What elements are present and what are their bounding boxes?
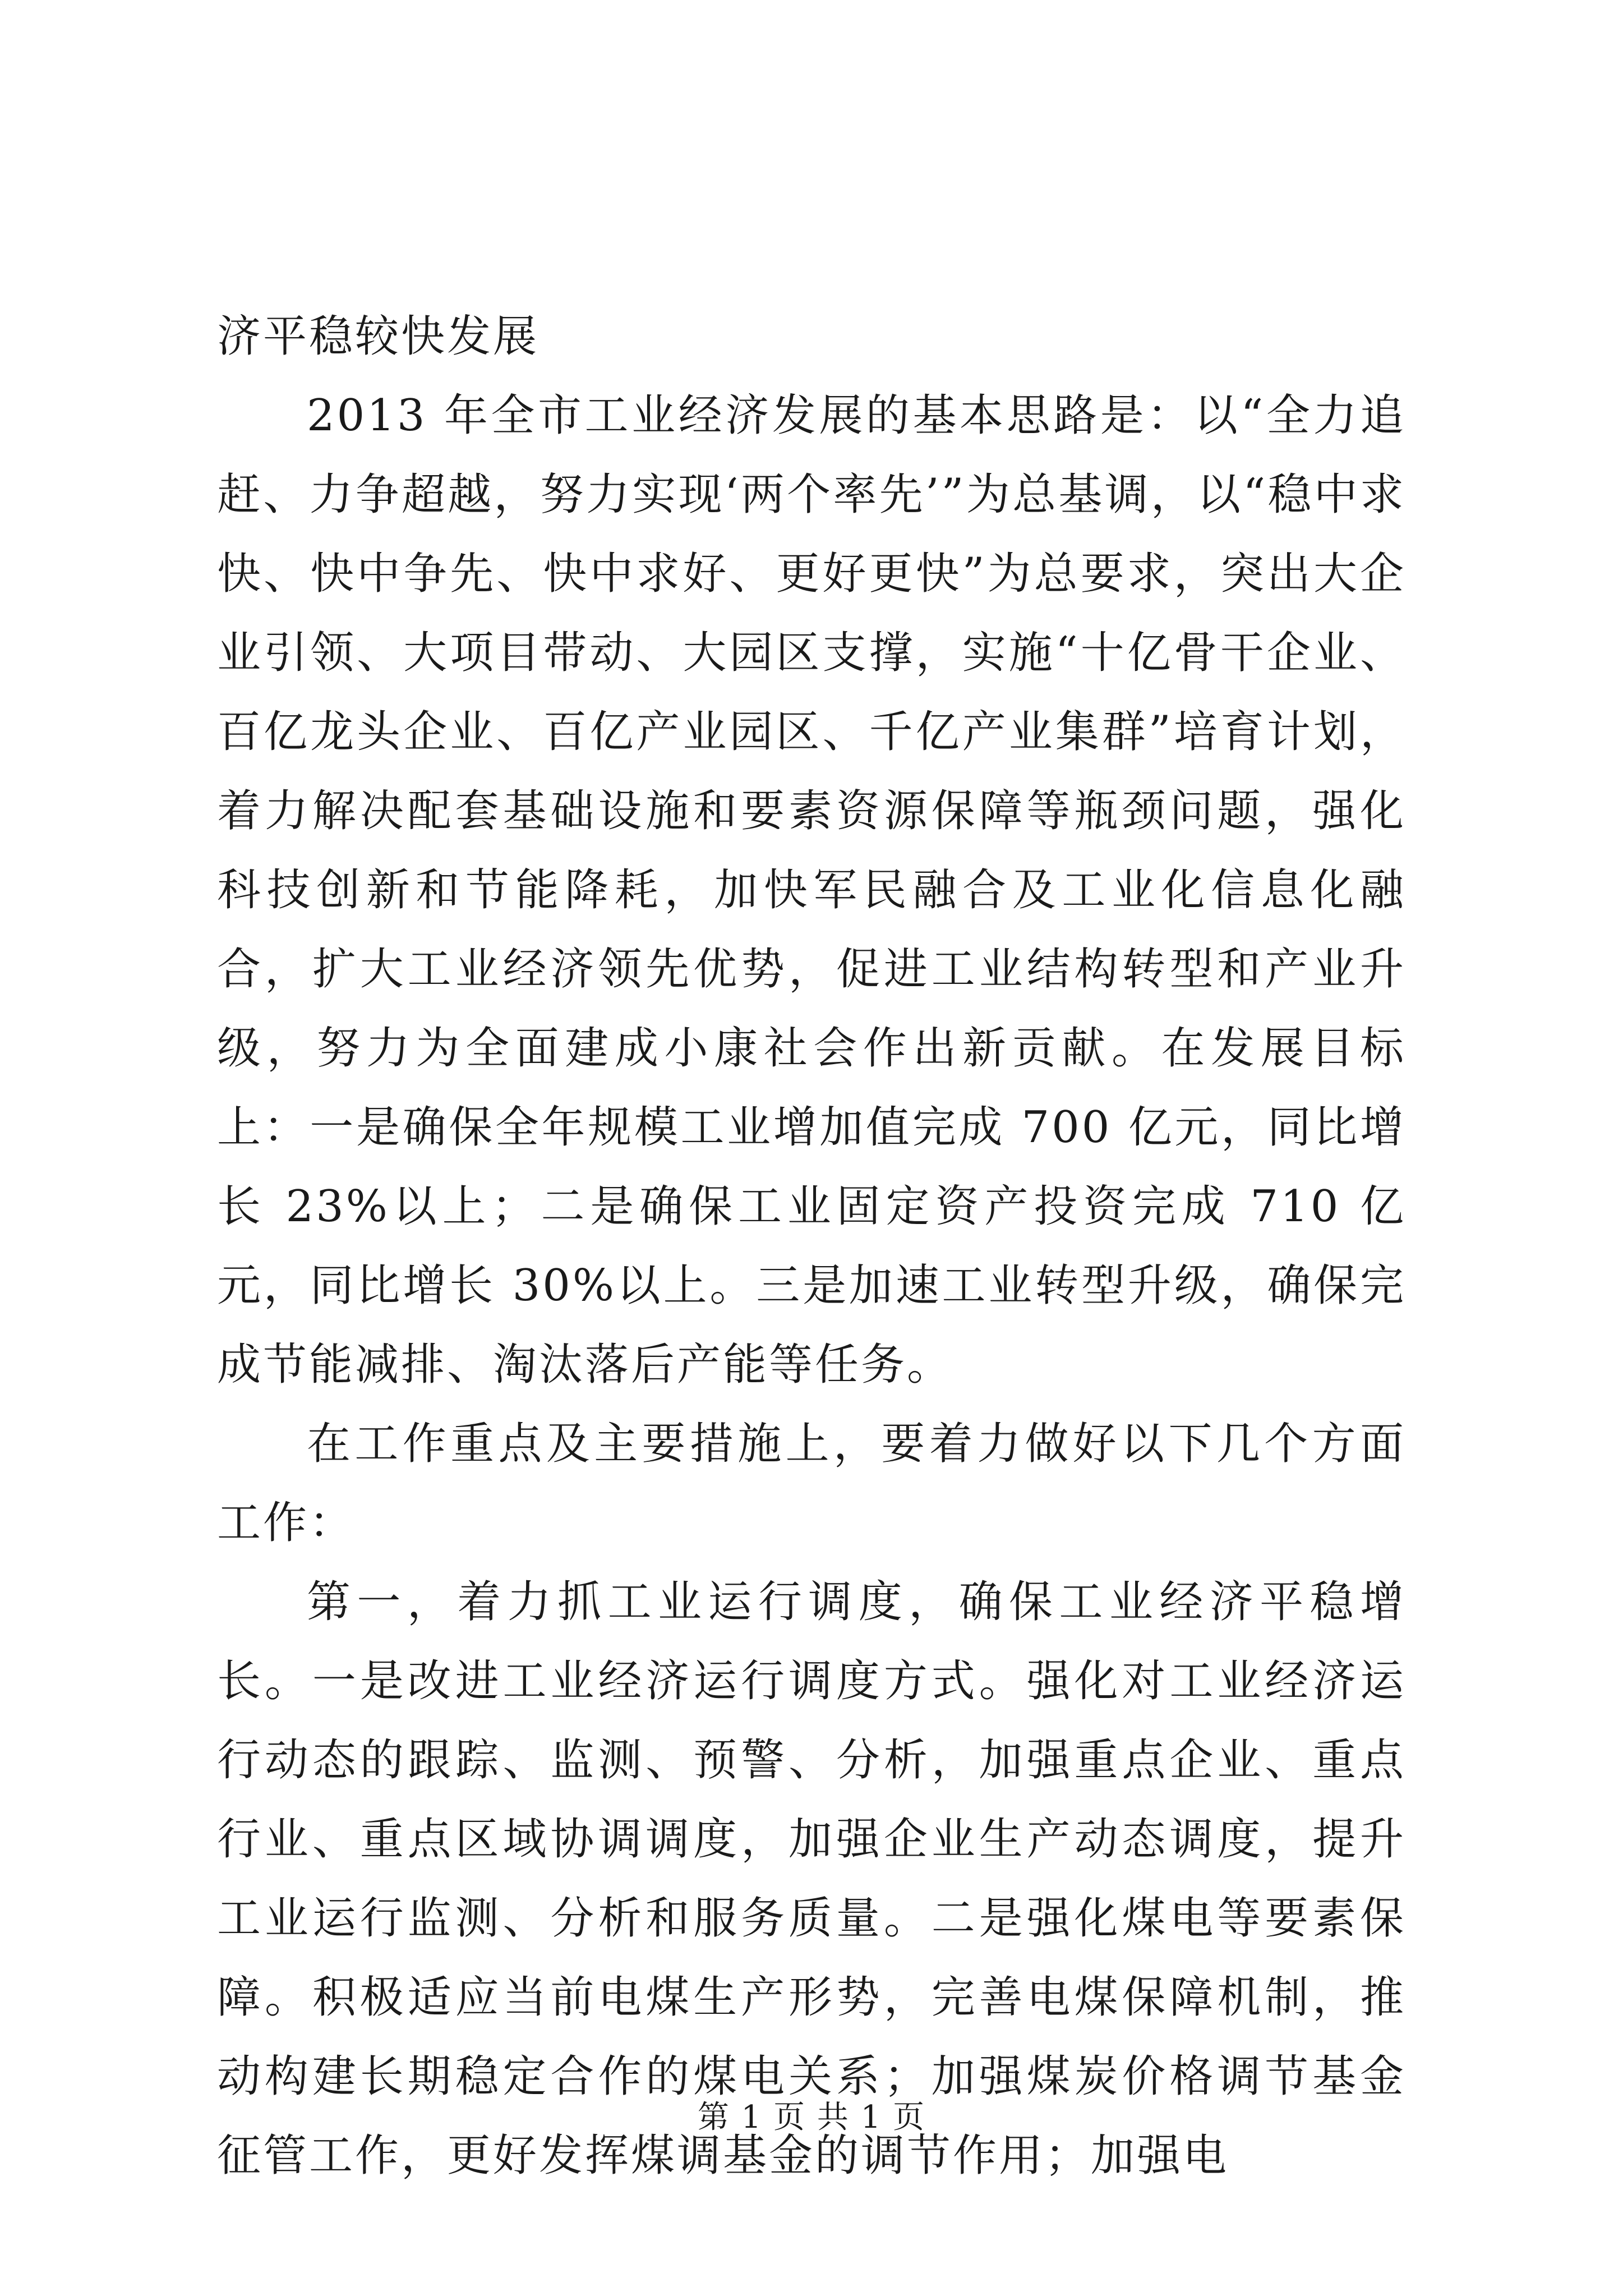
paragraph-continuation: 济平稳较快发展 — [217, 311, 540, 362]
paragraph-first-measure: 第一，着力抓工业运行调度，确保工业经济平稳增长。一是改进工业经济运行调度方式。强化对工业经济运行动态的跟踪、监测、预警、分析，加强重点企业、重点行业、重点区域协调调度，加强企业生产动态调度，提升工业运行监测、分析和服务质量。二是强化煤电等要素保障。积极适应当前电煤生产形势，完善电煤保障机制，推动构建长期稳定合作的煤电关系；加强煤炭价格调节基金征管工作，更好发挥煤调基金的调节作用；加强电 — [217, 1577, 1406, 2181]
document-body — [217, 297, 1406, 2196]
paragraph-basic-approach: 2013 年全市工业经济发展的基本思路是：以“全力追赶、力争超越，努力实现‘两个率先’”为总基调，以“稳中求快、快中争先、快中求好、更好更快”为总要求，突出大企业引领、大项目带动、大园区支撑，实施“十亿骨干企业、百亿龙头企业、百亿产业园区、千亿产业集群”培育计划，着力解决配套基础设施和要素资源保障等瓶颈问题，强化科技创新和节能降耗，加快军民融合及工业化信息化融合，扩大工业经济领先优势，促进工业结构转型和产业升级，努力为全面建成小康社会作出新贡献。在发展目标上：一是确保全年规模工业增加值完成 700 亿元，同比增长 23%以上；二是确保工业固定资产投资完成 710 亿元，同比增长 30%以上。三是加速工业转型升级，确保完成节能减排、淘汰落后产能等任务。 — [217, 390, 1406, 1390]
page-footer: 第 1 页 共 1 页 — [697, 2099, 926, 2136]
paragraph-work-focus-intro: 在工作重点及主要措施上，要着力做好以下几个方面工作： — [217, 1419, 1406, 1548]
